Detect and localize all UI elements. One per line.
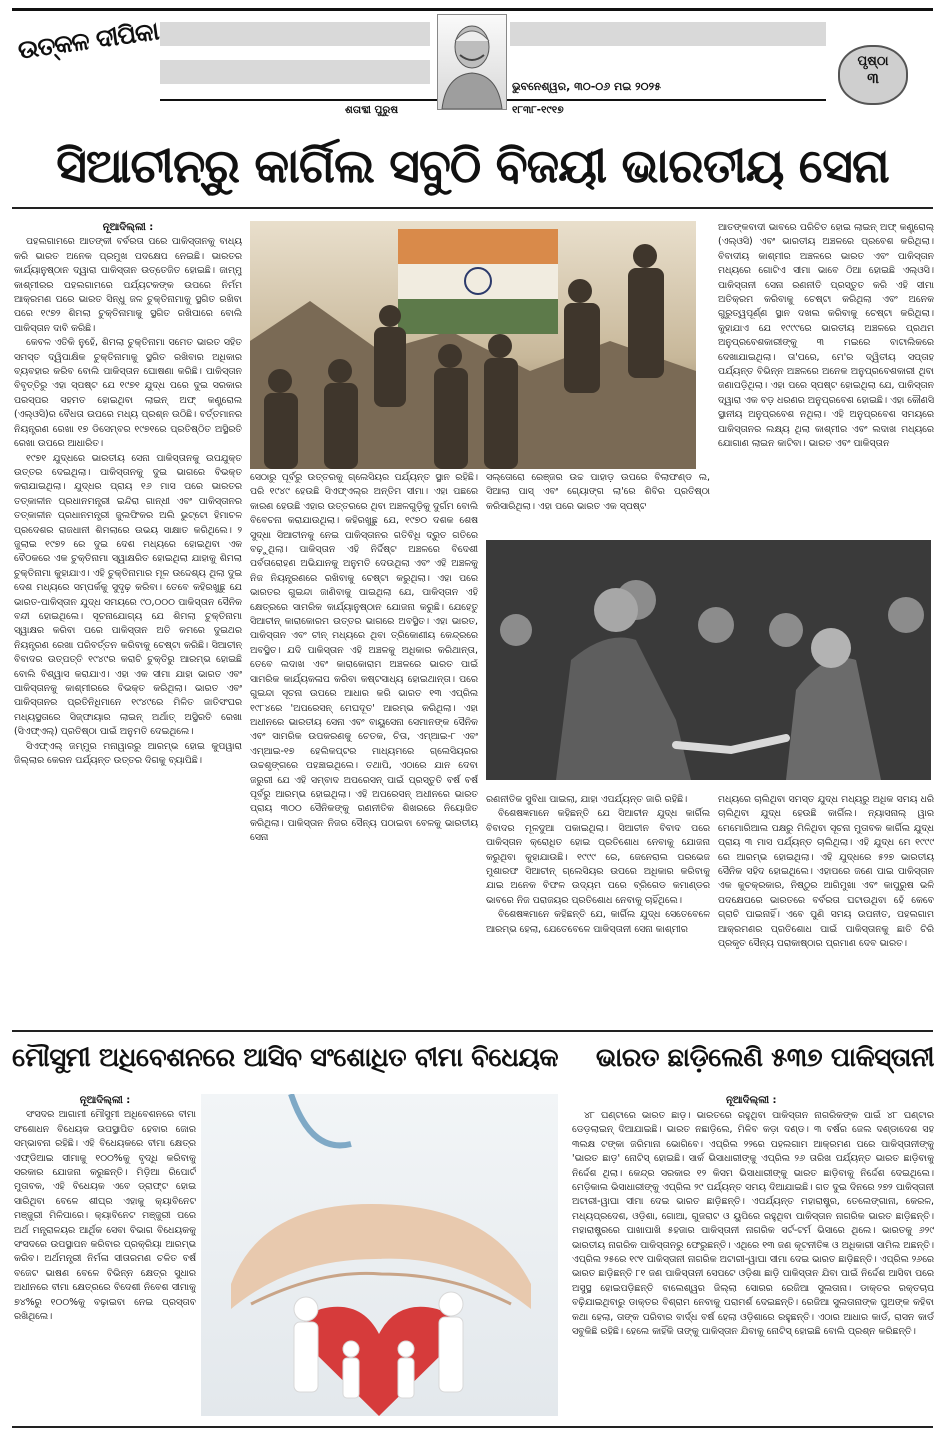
pakistani-article-wide <box>572 1109 934 1421</box>
insurance-hands-photo <box>201 1094 558 1416</box>
simla-handshake-photo <box>486 540 931 780</box>
main-col1-p4: ସିଏଫ୍‌ଏଲ୍ ଜମ୍ମୁର ମନାୱାରରୁ ଆରମ୍ଭ ହୋଇ କୁପୱାରା ଜିଲ୍ଲାର କେରନ ପର୍ଯ୍ୟନ୍ତ ଉତ୍ତର ଦିଗକୁ ବ୍ୟାପିଛି। <box>14 740 242 767</box>
headline-left: ମୌସୁମୀ ଅଧିବେଶନରେ ଆସିବ ସଂଶୋଧିତ ବୀମା ବିଧେୟକ <box>12 1043 559 1073</box>
soldiers-flag-icon <box>250 221 696 469</box>
headline-right: ଭାରତ ଛାଡ଼ିଲେଣି ୫୩୭ ପାକିସ୍ତାନୀ <box>595 1043 934 1073</box>
family-heart-icon <box>201 1094 558 1416</box>
main-col4-bottom-p1: ମଧ୍ୟରେ ଚାଲିଥିବା ସମସ୍ତ ଯୁଦ୍ଧ ମଧ୍ୟରୁ ଅଧିକ ସମୟ ଧରି ଚାଲିଥିବା ଯୁଦ୍ଧ ହେଉଛି କାର୍ଗିଲ। ନ୍ୟାସନାଲ୍ ୱାର ମେମୋରିଆଲ ପକ୍ଷରୁ ମିଳିଥିବା ସୂଚନା ମୁତାବକ କାର୍ଗିଲ ଯୁଦ୍ଧ ପ୍ରାୟ ୩ ମାସ ପର୍ଯ୍ୟନ୍ତ ଚାଲିଥିଲା। ଏହି ଯୁଦ୍ଧ ମେ ୧୯୯୯ ରେ ଆରମ୍ଭ ହୋଇଥିଲା। ଏହି ଯୁଦ୍ଧରେ ୫୨୭ ଭାରତୀୟ ସୈନିକ ସହିଦ ହୋଇଥିଲେ। ଏହାପରେ ଜଣେ ପାଇ ପାକିସ୍ତାନ ଏକ କୁଚକ୍ରକାର, ନିଷ୍ଠୁର ଆଗିମୁଖା ଏବଂ କାପୁରୁଷ ଭଳି ପଦକ୍ଷେପରେ ଭାରତରେ ବର୍ବରତା ଘଟାଉଥିବା ହେଁ କେବେ ଗ୍ରାଚି ପାଇନାହିଁ। ଏବେ ପୁଣି ସମୟ ଉପନୀତ, ପହଲଗାମ ଆକ୍ରମଣର ପ୍ରତିଶୋଧ ପାଇଁ ପାକିସ୍ତାନକୁ ଛାତି ଚିରି ପ୍ରକୃତ ସୈନ୍ୟ ପରାକାଷ୍ଠାର ପ୍ରମାଣ ଦେବ ଭାରତ। <box>718 794 934 950</box>
insurance-dateline: ନୂଆଦିଲ୍ଲୀ : <box>79 1095 131 1106</box>
insurance-article <box>14 1094 196 1416</box>
masthead-top-rule <box>12 8 933 11</box>
main-article-col4-top <box>718 221 934 531</box>
main-article-col4-bottom <box>718 793 934 1006</box>
portrait-icon <box>438 15 506 109</box>
main-col3-bottom-p1: ରଣନୀତିକ ସୁବିଧା ପାଇଲା, ଯାହା ଏପର୍ଯ୍ୟନ୍ତ ଜାରି ରହିଛି। <box>486 794 688 805</box>
caption-left: ଶତାବ୍ଦୀ ପୁରୁଷ <box>345 104 399 116</box>
main-col3-top-p1: ସଲ୍‌ତୋରୋ ରେଞ୍ଜର ଉଚ୍ଚ ପାହାଡ଼ ଉପରେ ବିଲାଫଣ୍ଡ ଲ, ସିଆଲା ପାସ୍ ଏବଂ ଗ୍ୟୋଙ୍ଗ ଲା'ରେ ଶିବିର ପ୍ରତିଷ୍ଠା କରିସାରିଥିଲା। ଏହା ପରେ ଭାରତ ଏକ ସ୍ପଷ୍ଟ <box>486 472 710 512</box>
pakistani-p1: ୪୮ ଘଣ୍ଟାରେ ଭାରତ ଛାଡ଼। ଭାରତରେ ରହୁଥିବା ପାକିସ୍ତାନ ନାଗରିକଙ୍କ ପାଇଁ ୪୮ ଘଣ୍ଟାର ଡେଡ଼ଲାଇନ୍ ଦିଆଯାଇଛି। ଭାରତ ନଛାଡ଼ିଲେ, ମିଳିବ କଡ଼ା ଦଣ୍ଡ। ୩ ବର୍ଷର ଜେଲ ଦଣ୍ଡାଦେଶ ସହ ୩ଲକ୍ଷ ଟଙ୍କା ଜରିମାନା ଭୋଗିବେ। ଏପ୍ରିଲ ୨୨ରେ ପହଲଗାମ ଆକ୍ରମଣ ପରେ ପାକିସ୍ତାନୀଙ୍କୁ 'ଭାରତ ଛାଡ଼' ନୋଟିସ୍ ହୋଇଛି। ସାର୍କ ଭିସାଧାରୀଙ୍କୁ ଏପ୍ରିଲ ୨୬ ତାରିଖ ପର୍ଯ୍ୟନ୍ତ ଭାରତ ଛାଡ଼ିବାକୁ ନିର୍ଦ୍ଦେଶ ଥିଲା। କେନ୍ଦ୍ର ସରକାର ୧୨ କିସମ ଭିସାଧାରୀଙ୍କୁ ଭାରତ ଛାଡ଼ିବାକୁ ନିର୍ଦ୍ଦେଶ ଦେଇଥିଲେ। ମେଡ଼ିକାଲ ଭିସାଧାରୀଙ୍କୁ ଏପ୍ରିଲ ୨୯ ପର୍ଯ୍ୟନ୍ତ ସମୟ ଦିଆଯାଇଛି। ଗତ ଦୁଇ ଦିନରେ ୨୭୨ ପାକିସ୍ତାନୀ ଅଟାରୀ-ୱାଘା ସୀମା ଦେଇ ଭାରତ ଛାଡ଼ିଛନ୍ତି। ଏପର୍ଯ୍ୟନ୍ତ ମହାରାଷ୍ଟ୍ର, ତେଲେଙ୍ଗାନା, କେରଳ, ମଧ୍ୟପ୍ରଦେଶ, ଓଡ଼ିଶା, ଗୋଆ, ଗୁଜରାଟ ଓ ୟୁପିରେ ରହୁଥିବା ପାକିସ୍ତାନ ନାଗରିକ ଭାରତ ଛାଡ଼ିଛନ୍ତି। ମହାରାଷ୍ଟ୍ରରେ ପାଖାପାଖି ୫ହଜାର ପାକିସ୍ତାନୀ ନାଗରିକ ସର୍ଟ-ଟର୍ମ ଭିସାରେ ଥିଲେ। ଭାରତକୁ ୬୨୯ ଭାରତୀୟ ନାଗରିକ ପାକିସ୍ତାନରୁ ଫେରୁଛନ୍ତି। ଏଥିରେ ୧୩ ଜଣ କୂଟନୀତିଜ୍ଞ ଓ ଅଧିକାରୀ ସାମିଲ ଅଛନ୍ତି। ଏପ୍ରିଲ ୨୫ରେ ୧୯୧ ପାକିସ୍ତାନୀ ନାଗରିକ ଅଟାରୀ-ୱାଘା ସୀମା ଦେଇ ଭାରତ ଛାଡ଼ିଛନ୍ତି। ଏପ୍ରିଲ ୨୬ରେ ଭାରତ ଛାଡ଼ିଛନ୍ତି ୮୧ ଜଣ ପାକିସ୍ତାନୀ ସେପଟେ ଓଡ଼ିଶା ଛାଡ଼ି ପାକିସ୍ତାନ ଯିବା ପାଇଁ ନିର୍ଦ୍ଦେଶ ଆସିବା ପରେ ଅସୁସ୍ଥ ହୋଇପଡ଼ିଛନ୍ତି ବାଲେଶ୍ୱର ଜିଲ୍ଲା ସୋରର ରେଜିଆ ସୁଲତାନା। ଡାକ୍ତର ରକ୍ତଚାପ ବଢ଼ିଯାଇଥିବାରୁ ଡାକ୍ତର ବିଶ୍ରାମ ନେବାକୁ ପରାମର୍ଶ ଦେଇଛନ୍ତି। ରେଜିଆ ସୁଲତାନାଙ୍କ ପୁଅଙ୍କ କହିବା କଥା ହେଲା, ତାଙ୍କ ପରିବାର ବାର୍ଦ୍ଧ ବର୍ଷ ହେଲା ଓଡ଼ିଶାରେ ରହୁଛନ୍ତି। ଏଠାର ଆଧାର କାର୍ଡ, ରାସନ କାର୍ଡ ସବୁକିଛି ରହିଛି। ହେଲେ କାହିଁକି ତାଙ୍କୁ ପାକିସ୍ତାନ ଯିବାକୁ ନୋଟିସ୍ ହୋଇଛି ବୋଲି ପ୍ରଶ୍ନ କରିଛନ୍ତି। <box>572 1110 934 1338</box>
main-article-col2 <box>250 471 478 1006</box>
main-dateline: ନୂଆଦିଲ୍ଲୀ : <box>102 222 154 233</box>
bottom-rule <box>12 1426 933 1428</box>
main-col4-top-p1: ଆତଙ୍କବାଦୀ ଭାବରେ ପରିଚିତ ହୋଇ ଲାଇନ୍ ଅଫ୍ କଣ୍ଟ୍ରୋଲ୍ (ଏଲ୍‌ଓସି) ଏବଂ ଭାରତୀୟ ଅଞ୍ଚଳରେ ପ୍ରବେଶ କରିଥିଲା। ବିବାଦୀୟ କାଶ୍ମୀର ଅଞ୍ଚଳରେ ଭାରତ ଏବଂ ପାକିସ୍ତାନ ମଧ୍ୟରେ ଗୋଟିଏ ସୀମା ଭାବେ ଠିଆ ହୋଇଛି ଏଲ୍‌ଓସି। ପାକିସ୍ତାନୀ ସେନା ରଣନୀତି ପ୍ରସ୍ତୁତ କରି ଏହି ସୀମା ଅତିକ୍ରମ କରିବାକୁ ଚେଷ୍ଟା କରିଥିଲା ଏବଂ ଅନେକ ଗୁରୁତ୍ୱପୂର୍ଣ୍ଣ ସ୍ଥାନ ଦଖଲ କରିବାକୁ ଚେଷ୍ଟା କରିଥିଲା। କୁହାଯାଏ ଯେ ୧୯୯୯ରେ ଭାରତୀୟ ଅଞ୍ଚଳରେ ପ୍ରଥମ ଅନୁପ୍ରବେଶକାରୀଙ୍କୁ ୩ ମଇରେ ବାଟାଲିକରେ ଦେଖାଯାଇଥିଲା। ତା'ପରେ, ମେ'ର ଦ୍ୱିତୀୟ ସପ୍ତାହ ପର୍ଯ୍ୟନ୍ତ ବିଭିନ୍ନ ଅଞ୍ଚଳରେ ଅନେକ ଅନୁପ୍ରବେଶକାରୀ ଥିବା ଜଣାପଡ଼ିଥିଲା। ଏହା ପରେ ସ୍ପଷ୍ଟ ହୋଇଥିଲା ଯେ, ପାକିସ୍ତାନ ଦ୍ୱାରା ଏକ ବଡ଼ ଧରଣର ଅନୁପ୍ରବେଶ ହୋଇଛି। ଏହା କୌଣସି ସ୍ଥାନୀୟ ଅନୁପ୍ରବେଶ ନଥିଲା। ଏହି ଅନୁପ୍ରବେଶ ସମୟରେ ପାକିସ୍ତାନର ଲକ୍ଷ୍ୟ ଥିଲା କାଶ୍ମୀର ଏବଂ ଲଦାଖ ମଧ୍ୟରେ ଯୋଗାଣ ଲାଇନ କାଟିବା। ଭାରତ ଏବଂ ପାକିସ୍ତାନ <box>718 222 934 450</box>
main-col3-bottom-p3: ବିଶେଷଜ୍ଞମାନେ କହିଛନ୍ତି ଯେ, କାର୍ଗିଲ ଯୁଦ୍ଧ ସେତେବେଳେ ଆରମ୍ଭ ହେଲା, ଯେତେବେଳେ ପାକିସ୍ତାନୀ ସେନା କାଶ୍ମୀର <box>486 909 710 935</box>
lower-section-rule <box>12 1030 933 1032</box>
masthead-band-upper-left <box>160 22 430 46</box>
main-col3-bottom-p2: ବିଶେଷଜ୍ଞମାନେ କହିଛନ୍ତି ଯେ ସିଆଚୀନ ଯୁଦ୍ଧ କାର୍ଗିଲ ବିବାଦର ମୂଳଦୁଆ ପକାଇଥିଲା। ସିଆଚୀନ ବିବାଦ ପରେ ପାକିସ୍ତାନ କ୍ରୋଧିତ ହୋଇ ପ୍ରତିଶୋଧ ନେବାକୁ ଯୋଜନା କରୁଥିବା କୁହାଯାଉଛି। ୧୯୯୯ ରେ, ଜେନେରାଲ ପରଭେଜ ମୁଶାରଫ ସିଆଚୀନ୍ ଗ୍ଲେସିୟର ଉପରେ ଅଧିକାର କରିବାକୁ ଯାଇ ଅନେକ ବିଫଳ ଉଦ୍ୟମ ପରେ ବ୍ରିଗେଡ କମାଣ୍ଡର ଭାବରେ ନିଜ ପରାଜୟର ପ୍ରତିଶୋଧ ନେବାକୁ ଚାହିଁଥିଲେ। <box>486 808 710 906</box>
main-col1-p2: କେବଳ ଏତିକି ନୁହେଁ, ଶିମଲା ଚୁକ୍ତିନାମା ସମେତ ଭାରତ ସହିତ ସମସ୍ତ ଦ୍ୱିପାକ୍ଷିକ ଚୁକ୍ତିନାମାକୁ ସ୍ଥଗିତ ରଖିବାର ଅଧିକାର ବ୍ୟବହାର କରିବ ବୋଲି ପାକିସ୍ତାନ ଘୋଷଣା କରିଛି। ପାକିସ୍ତାନ ବିବୃତ୍ତିରୁ ଏହା ସ୍ପଷ୍ଟ ଯେ ୧୯୭୧ ଯୁଦ୍ଧ ପରେ ଦୁଇ ସରକାର ପରସ୍ପର ସହମତ ହୋଇଥିବା ଲାଇନ୍ ଅଫ୍ କଣ୍ଟ୍ରୋଲ (ଏଲ୍‌ଓସି)ର ବୈଧତା ଉପରେ ମଧ୍ୟ ପ୍ରଶ୍ନ ଉଠିଛି। ବର୍ତ୍ତମାନର ନିୟନ୍ତ୍ରଣ ରେଖା ୧୭ ଡିସେମ୍ବର ୧୯୭୧ରେ ପ୍ରତିଷ୍ଠିତ ଅସ୍ଥିରତି ରେଖା ଉପରେ ଆଧାରିତ। <box>14 337 242 450</box>
kargil-flag-photo <box>250 221 696 469</box>
main-article-col3-top <box>486 471 710 529</box>
masthead-band-lower-left <box>160 60 430 84</box>
page-number-badge <box>838 45 908 105</box>
pakistani-dateline: ନୂଆଦିଲ୍ଲୀ : <box>726 1095 777 1106</box>
main-col2-p1: ସେଠାରୁ ପୂର୍ବରୁ ଉତ୍ତରକୁ ଗ୍ଲେସିୟର ପର୍ଯ୍ୟନ୍ତ ସ୍ଥାନ ରହିଛି। ପରି ୧୯୪୯ ହେଉଛି ସିଏଫ୍‌ଏଲ୍‌ର ଅନ୍ତିମ ସୀମା। ଏହା ପଛରେ କାରଣ ହେଉଛି ଏହାର ଉତ୍ତରରେ ଥିବା ଅଞ୍ଚଳଗୁଡ଼ିକୁ ଦୁର୍ଗମ ବୋଲି ବିବେଚନା କରାଯାଉଥିଲା। କହିରଖୁଛୁ ଯେ, ୧୯୭୦ ଦଶକ ଶେଷ ସୁଦ୍ଧା ସିଆଚୀନକୁ ନେଇ ପାକିସ୍ତାନର ଗତିବିଧି ଦ୍ରୁତ ଗତିରେ ବଢ଼ୁଥିଲା। ପାକିସ୍ତାନ ଏହି ନିର୍ଦ୍ଦିଷ୍ଟ ଅଞ୍ଚଳରେ ବିଦେଶୀ ପର୍ବତାରୋହଣ ଅଭିଯାନକୁ ଅନୁମତି ଦେଉଥିଲା ଏବଂ ଏହି ଅଞ୍ଚଳକୁ ନିଜ ନିୟନ୍ତ୍ରଣରେ ରଖିବାକୁ ଚେଷ୍ଟା କରୁଥିଲା। ଏହା ପରେ ଭାରତର ଗୁଇନ୍ଦା ଜାଣିବାକୁ ପାଇଥିଲା ଯେ, ପାକିସ୍ତାନ ଏହି କ୍ଷେତ୍ରରେ ସାମରିକ କାର୍ଯ୍ୟାନୁଷ୍ଠାନ ଯୋଜନା କରୁଛି। ଯେହେତୁ ସିଆଚୀନ୍ କାରାକୋରମ ଉତ୍ତର ଭାଗରେ ଅବସ୍ଥିତ। ଏହା ଭାରତ, ପାକିସ୍ତାନ ଏବଂ ଚୀନ୍ ମଧ୍ୟରେ ଥିବା ତ୍ରିକୋଣୀୟ କେନ୍ଦ୍ରରେ ଅବସ୍ଥିତ। ଯଦି ପାକିସ୍ତାନ ଏହି ଅଞ୍ଚଳକୁ ଅଧିକାର କରିଥାନ୍ତା, ତେବେ ଲଦାଖ ଏବଂ କାରାକୋରାମ ଅଞ୍ଚଳରେ ଭାରତ ପାଇଁ ସାମରିକ କାର୍ଯ୍ୟକଳାପ କରିବା କଷ୍ଟସାଧ୍ୟ ହୋଇଥାନ୍ତା। ପରେ ଗୁଇନ୍ଦା ସୂଚନା ଉପରେ ଆଧାର କରି ଭାରତ ୧୩ ଏପ୍ରିଲ ୧୯୮୪ରେ 'ଅପରେସନ୍ ମେଘଦୂତ' ଆରମ୍ଭ କରିଥିଲା। ଏହା ଅଧୀନରେ ଭାରତୀୟ ସେନା ଏବଂ ବାୟୁସେନା ସେମାନଙ୍କ ସୈନିକ ଏବଂ ସାମରିକ ଉପକରଣକୁ ଚେତକ, ଚିତା, ଏମ୍‌ଆଇ-୮ ଏବଂ ଏମ୍‌ଆଇ-୧୭ ହେଲିକପ୍ଟର ମାଧ୍ୟମରେ ଗ୍ଲେସିୟରର ଉଚ୍ଚଶୃଙ୍ଗରେ ପହଞ୍ଚାଇଥିଲେ। ତଥାପି, ଏଠାରେ ଯାନ ଦେବା ଜରୁରୀ ଯେ ଏହି ସମ୍ବାଦ ଅପରେସନ୍ ପାଇଁ ପ୍ରସ୍ତୁତି ବର୍ଷ ବର୍ଷ ପୂର୍ବରୁ ଆରମ୍ଭ ହୋଇଥିଲା। ଏହି ଅପରେସନ୍ ଅଧୀନରେ ଭାରତ ପ୍ରାୟ ୩୦୦ ସୈନିକଙ୍କୁ ରଣନୀତିକ ଶିଖରରେ ନିୟୋଜିତ କରିଥିଲା। ପାକିସ୍ତାନ ନିଜର ସୈନ୍ୟ ପଠାଇବା ବେଳକୁ ଭାରତୀୟ ସେନା <box>250 472 478 844</box>
masthead-band-upper-right <box>510 22 826 46</box>
masthead-logo: ଉତ୍କଳ ଦୀପିକା <box>16 16 161 65</box>
headline-main: ସିଆଚୀନ୍‌ରୁ କାର୍ଗିଲ ସବୁଠି ବିଜୟୀ ଭାରତୀୟ ସେନା <box>56 139 889 194</box>
main-article-col3-bottom <box>486 793 710 1006</box>
handshake-icon <box>486 540 931 780</box>
main-article-col1 <box>14 221 242 1006</box>
main-col1-p1: ପହଲଗାମରେ ଆତଙ୍କୀ ବର୍ବରତା ପରେ ପାକିସ୍ତାନକୁ ବାଧ୍ୟ କରି ଭାରତ ଅନେକ ପ୍ରମୁଖ ପଦକ୍ଷେପ ନେଇଛି। ଭାରତର କାର୍ଯ୍ୟାନୁଷ୍ଠାନ ଦ୍ୱାରା ପାକିସ୍ତାନ ଉତ୍ତେଜିତ ହୋଇଛି। ଜାମ୍ମୁ କାଶ୍ମୀରର ପହଲଗାମରେ ପର୍ଯ୍ୟଟକଙ୍କ ଉପରେ ନିର୍ମମ ଆକ୍ରମଣ ପରେ ଭାରତ ସିନ୍ଧୁ ଜଳ ଚୁକ୍ତିନାମାକୁ ସ୍ଥଗିତ ରଖିବା ପରେ ୧୯୭୨ ଶିମଲା ଚୁକ୍ତିନାମାକୁ ସ୍ଥଗିତ ରଖିପାରେ ବୋଲି ପାକିସ୍ତାନ ଦାବି କରିଛି। <box>14 236 242 334</box>
caption-right: ୧୮୩୮-୧୯୧୭ <box>512 104 564 116</box>
headline-underline <box>12 207 933 209</box>
page-number: ୩ <box>867 69 879 87</box>
main-col1-p3: ୧୯୭୧ ଯୁଦ୍ଧରେ ଭାରତୀୟ ସେନା ପାକିସ୍ତାନକୁ ଉପଯୁକ୍ତ ଉତ୍ତର ଦେଇଥିଲା। ପାକିସ୍ତାନକୁ ଦୁଇ ଭାଗରେ ବିଭକ୍ତ କରାଯାଇଥିଲା। ଯୁଦ୍ଧର ପ୍ରାୟ ୧୬ ମାସ ପରେ ଭାରତର ତତ୍କାଳୀନ ପ୍ରଧାନମନ୍ତ୍ରୀ ଇନ୍ଦିରା ଗାନ୍ଧୀ ଏବଂ ପାକିସ୍ତାନର ତତ୍କାଳୀନ ପ୍ରଧାନମନ୍ତ୍ରୀ ଜୁଲଫିକର ଅଲି ଭୁଟ୍ଟୋ ହିମାଚଳ ପ୍ରଦେଶର ରାଜଧାନୀ ଶିମଲାରେ ଉଭୟ ସାକ୍ଷାତ କରିଥିଲେ। ୨ ଜୁଲାଇ ୧୯୭୨ ରେ ଦୁଇ ଦେଶ ମଧ୍ୟରେ ହୋଇଥିବା ଏକ ବୈଠକରେ ଏକ ଚୁକ୍ତିନାମା ସ୍ୱାକ୍ଷରିତ ହୋଇଥିଲା ଯାହାକୁ ଶିମଲା ଚୁକ୍ତିନାମା କୁହାଯାଏ। ଏହି ଚୁକ୍ତିନାମାର ମୂଳ ଉଦ୍ଦେଶ୍ୟ ଥିଲା ଦୁଇ ଦେଶ ମଧ୍ୟରେ ସମ୍ପର୍କକୁ ସୁଦୃଢ଼ କରିବା। ତେବେ କହିରଖୁଛୁ ଯେ ଭାରତ-ପାକିସ୍ତାନ ଯୁଦ୍ଧ ସମୟରେ ୯୦,୦୦୦ ପାକିସ୍ତାନ ସୈନିକ ବନ୍ଦୀ ହୋଇଥିଲେ। ସୂଚନାଯୋଗ୍ୟ ଯେ ଶିମଲା ଚୁକ୍ତିନାମା ସ୍ୱାକ୍ଷର କରିବା ପରେ ପାକିସ୍ତାନ ଅତି କମରେ ଦୁଇଥର ନିୟନ୍ତ୍ରଣ ରେଖା ପରିବର୍ତ୍ତନ କରିବାକୁ ଚେଷ୍ଟା କରିଛି। ସିଆଚୀନ୍ ବିବାଦର ଉତ୍ପତ୍ତି ୧୯୪୯ର କରାଚି ଚୁକ୍ତିରୁ ଆରମ୍ଭ ହୋଇଛି ବୋଲି ବିଶ୍ୱାସ କରାଯାଏ। ଏହା ଏକ ସୀମା ଯାହା ଭାରତ ଏବଂ ପାକିସ୍ତାନକୁ କାଶ୍ମୀରରେ ବିଭକ୍ତ କରିଥିଲା। ଭାରତ ଏବଂ ପାକିସ୍ତାନର ପ୍ରତିନିଧିମାନେ ୧୯୪୯ରେ ମିଳିତ ଜାତିସଂଘର ମଧ୍ୟସ୍ଥତାରେ ସିଜ୍‌ଫାୟାର ଲାଇନ୍ ଅର୍ଥାତ୍ ଅସ୍ଥିରତି ରେଖା (ସିଏଫ୍‌ଏଲ୍) ପ୍ରତିଷ୍ଠା ପାଇଁ ଅନୁମତି ଦେଇଥିଲେ। <box>14 452 242 738</box>
portrait-photo <box>437 14 507 110</box>
insurance-p1: ସଂସଦର ଆଗାମୀ ମୌସୁମୀ ଅଧିବେଶନରେ ବୀମା ସଂଶୋଧନ ବିଧେୟକ ଉପସ୍ଥାପିତ ହେବାର ଜୋର ସମ୍ଭାବନା ରହିଛି। ଏହି ବିଧେୟକରେ ବୀମା କ୍ଷେତ୍ର ଏଫ୍‌ଡିଆଇ ସୀମାକୁ ୧୦୦%କୁ ବୃଦ୍ଧି କରିବାକୁ ସରକାର ଯୋଜନା କରୁଛନ୍ତି। ମିଡ଼ିଆ ରିପୋର୍ଟ ମୁତାବକ, ଏହି ବିଧେୟକ ଏବେ ଡ୍ରାଫ୍ଟ ହୋଇ ସାରିଥିବା ବେଳେ ଶୀଘ୍ର ଏହାକୁ କ୍ୟାବିନେଟ ମଞ୍ଜୁରୀ ମିଳିପାରେ। କ୍ୟାବିନେଟ ମଞ୍ଜୁରୀ ପରେ ଅର୍ଥ ମନ୍ତ୍ରାଳୟର ଆର୍ଥିକ ସେବା ବିଭାଗ ବିଧେୟକକୁ ସଂସଦରେ ଉପସ୍ଥାପନ କରିବାର ପ୍ରକ୍ରିୟା ଆରମ୍ଭ କରିବ। ଅର୍ଥମନ୍ତ୍ରୀ ନିର୍ମଳା ସୀତାରମଣ ଚଳିତ ବର୍ଷ ବଜେଟ ଭାଷଣ ବେଳେ ବିଭିନ୍ନ କ୍ଷେତ୍ର ସୁଧାର ଅଧୀନରେ ବୀମା କ୍ଷେତ୍ରରେ ବିଦେଶୀ ନିବେଶ ସୀମାକୁ ୭୪%ରୁ ୧୦୦%କୁ ବଢ଼ାଇବା ନେଇ ପ୍ରସ୍ତାବ ରଖିଥିଲେ। <box>14 1109 196 1323</box>
place-date: ଭୁବନେଶ୍ୱର, ୩୦-୦୬ ମଇ ୨୦୨୫ <box>512 80 661 93</box>
page-label: ପୃଷ୍ଠା <box>857 54 889 69</box>
